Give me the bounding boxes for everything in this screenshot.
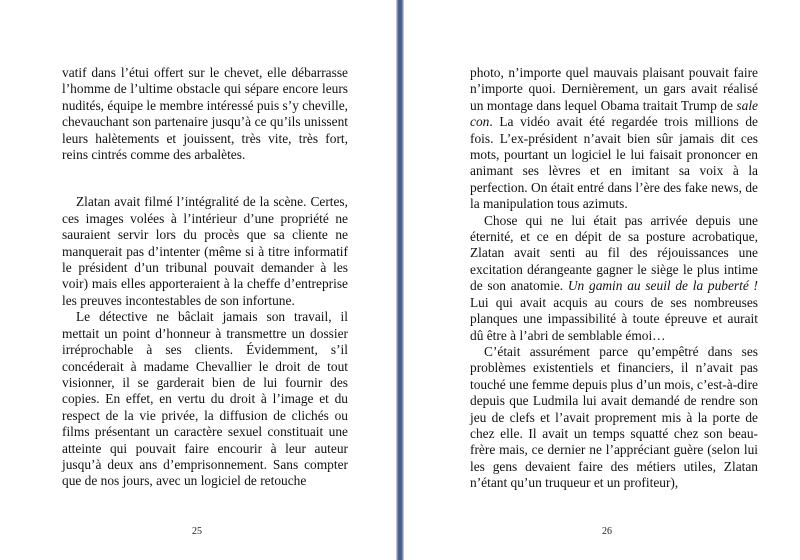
right-paragraph-1 [470,65,758,213]
right-paragraph-1-italic: sale con [470,97,758,130]
left-paragraph-2: Zlatan avait filmé l’intégralité de la scène. Certes, ces images volées à l’intérieur d’une propriété ne sauraient servir lors du procès que sa cliente ne manquerait pas d’intenter (même si à titre informatif le président d’un tribunal pouvait demander à les voir) mais elles apporteraient à la cheffe d’entreprise les preuves incontestables de son infortune. [62,194,348,308]
right-page [404,0,800,560]
right-paragraph-1-part-b: . La vidéo avait été regardée trois millions de fois. L’ex-président n’avait bien sûr jamais dit ces mots, pourtant un logiciel le lui faisait prononcer en animant ses lèvres et en imitant sa voix à la perfection. On était entré dans l’ère des fake news, de la manipulation tous azimuts. [470,114,758,212]
book-gutter [396,0,404,560]
right-paragraph-2 [470,213,758,344]
right-paragraph-1-part-a: photo, n’importe quel mauvais plaisant pouvait faire n’importe quoi. Dernièrement, un gars avait réalisé un montage dans lequel Obama traitait Trump de [470,65,758,113]
left-paragraph-3: Le détective ne bâclait jamais son travail, il mettait un point d’honneur à transmettre un dossier irréprochable à ses clients. Évidemment, s’il concéderait à madame Chevallier le droit de tout visionner, il se garderait bien de lui fournir des copies. En effet, en vertu du droit à l’image et du respect de la vie privée, la diffusion de clichés ou films présentant un caractère sexuel constituait une atteinte qui pouvait faire encourir à leur auteur jusqu’à deux ans d’emprisonnement. Sans compter que de nos jours, avec un logiciel de retouche [62,309,348,489]
right-page-body [470,65,758,492]
left-page-number: 25 [192,526,202,537]
right-paragraph-3: C’était assurément parce qu’empêtré dans ses problèmes existentiels et financiers, il n’avait pas touché une femme depuis plus d’un mois, c’est-à-dire depuis que Ludmila lui avait demandé de rendre son jeu de clefs et l’avait proprement mis à la porte de chez elle. Il avait un temps squatté chez son beau-frère mais, ce dernier ne l’appréciant guère (selon lui les gens devaient faire des métiers utiles, Zlatan n’étant qu’un truqueur et un profiteur), [470,343,758,491]
right-paragraph-2-part-a: Chose qui ne lui était pas arrivée depuis une éternité, et ce en dépit de sa posture acrobatique, Zlatan avait senti au fil des réjouissances une excitation dérangeante gagner le siège le plus intime de son anatomie. [470,212,758,294]
left-paragraph-1: vatif dans l’étui offert sur le chevet, elle débarrasse l’homme de l’ultime obstacle qui sépare encore leurs nudités, équipe le membre intéressé puis s’y cheville, chevauchant son partenaire jusqu’à ce qu’ils unissent leurs halètements et jouissent, très vite, très fort, reins cintrés comme des arbalètes. [62,65,348,163]
right-paragraph-2-italic: Un gamin au seuil de la puberté ! [567,278,758,294]
left-page [0,0,396,560]
left-page-body [62,65,348,490]
right-page-number: 26 [602,526,612,537]
right-paragraph-2-part-b: Lui qui avait acquis au cours de ses nombreuses planques une impassibilité à toute épreuve et aurait dû être à l’abri de semblable émoi… [470,294,758,343]
